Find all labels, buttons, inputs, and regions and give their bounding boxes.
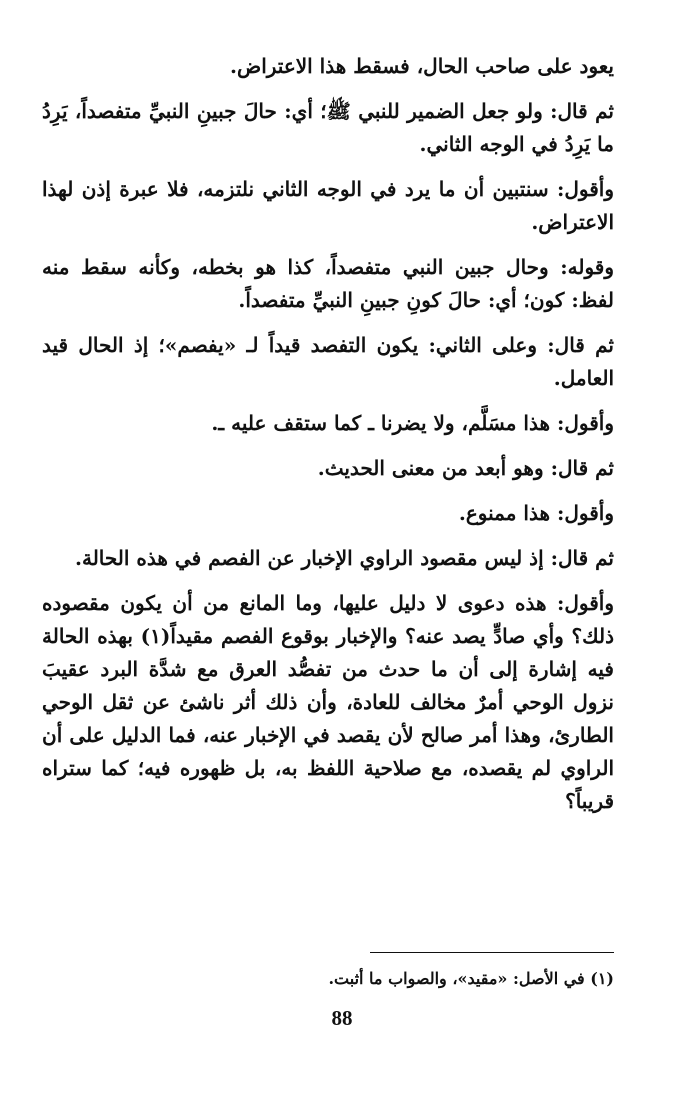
paragraph-1: يعود على صاحب الحال، فسقط هذا الاعتراض. bbox=[230, 54, 614, 78]
footnote-divider bbox=[370, 952, 614, 953]
paragraph-8: وأقول: هذا ممنوع. bbox=[458, 501, 614, 525]
paragraph-5: ثم قال: وعلى الثاني: يكون التفصد قيداً لـ «يفصم»؛ إذ الحال قيد العامل. bbox=[42, 333, 614, 390]
paragraph-4: وقوله: وحال جبين النبي متفصداً، كذا هو بخطه، وكأنه سقط منه لفظ: كون؛ أي: حالَ كونِ جبينِ النبيِّ متفصداً. bbox=[42, 255, 614, 312]
paragraph-3: وأقول: سنتبين أن ما يرد في الوجه الثاني نلتزمه، فلا عبرة إذن لهذا الاعتراض. bbox=[42, 177, 614, 234]
page-number: 88 bbox=[331, 1006, 353, 1030]
paragraph-7: ثم قال: وهو أبعد من معنى الحديث. bbox=[317, 456, 614, 480]
footnote: (١) في الأصل: «مقيد»، والصواب ما أثبت. bbox=[328, 969, 614, 988]
paragraph-9: ثم قال: إذ ليس مقصود الراوي الإخبار عن الفصم في هذه الحالة. bbox=[75, 546, 614, 570]
page-body bbox=[42, 50, 614, 830]
paragraph-2: ثم قال: ولو جعل الضمير للنبي ﷺ؛ أي: حالَ جبينِ النبيِّ متفصداً، يَرِدُ ما يَرِدُ في الوجه الثاني. bbox=[42, 99, 614, 156]
paragraph-10: وأقول: هذه دعوى لا دليل عليها، وما المانع من أن يكون مقصوده ذلك؟ وأي صادٍّ يصد عنه؟ والإخبار بوقوع الفصم مقيداً(١) بهذه الحالة فيه إشارة إلى أن ما حدث من تفصُّد العرق مع شدَّة البرد عقيبَ نزول الوحي أمرٌ مخالف للعادة، وأن ذلك أثر ناشئ عن ثقل الوحي الطارئ، وهذا أمر صالح لأن يقصد في الإخبار عنه، فما الدليل على أن الراوي لم يقصده، مع صلاحية اللفظ به، بل ظهوره فيه؛ كما ستراه قريباً؟ bbox=[42, 591, 614, 813]
paragraph-6: وأقول: هذا مسَلَّم، ولا يضرنا ـ كما ستقف عليه ـ. bbox=[211, 411, 614, 435]
